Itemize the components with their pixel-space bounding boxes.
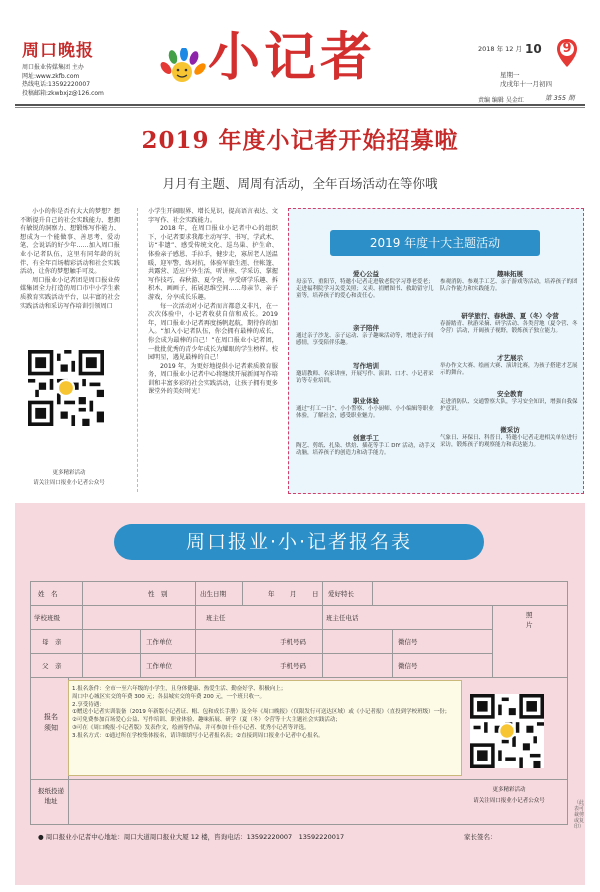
brand-line: 投稿邮箱:zkwbxjz@126.com bbox=[22, 89, 104, 97]
brand-line: 网址:www.zkfb.com bbox=[22, 72, 80, 80]
theme-text: 春游踏青、秋游采摘、研学活动、各类营地（夏令营、冬令营）活动，开阔孩子视野，锻炼孩子独立能力。 bbox=[440, 321, 578, 335]
sun-face-icon bbox=[158, 48, 206, 84]
form-rule bbox=[30, 779, 568, 780]
theme-item bbox=[440, 390, 580, 413]
label-teacher: 班主任 bbox=[206, 614, 226, 622]
theme-text: 母亲节、重阳节，特邀小记者走进敬老院学习尊老爱老；走进福利院学习关爱关照；义卖、捐赠图书、救助留守儿童等，培养孩子的爱心和责任心。 bbox=[296, 279, 434, 300]
brand-line: 周口报业传媒集团 主办 bbox=[22, 64, 84, 71]
theme-item bbox=[440, 354, 580, 377]
section-title: 小记者 bbox=[208, 27, 377, 88]
side-note: （此表可裁剪或复印） bbox=[574, 800, 585, 830]
parent-signature: 家长签名： bbox=[464, 833, 497, 841]
label-address: 报纸投递地址 bbox=[38, 787, 64, 805]
theme-title: 趣味拓展 bbox=[497, 270, 523, 278]
theme-text: 参观消防、参观手工艺、亲子游戏等活动，培养孩子的团队合作能力和实践能力。 bbox=[440, 279, 578, 293]
notes-text bbox=[72, 686, 460, 741]
article-paragraph: 2018 年，在周口报业小记者中心的组织下，小记者要求我都主动写字、书写，学武术、访“非遗”、感受传统文化、巡鸟巢、护生命、体验亲子感恩、手拉手，健步走，寡居老人送温暖，迎军警，练对抗，体验军旅生涯、住帐篷、共露营、适应户外生活，听讲座、学采访、掌握写作技巧，春秋游、夏令营，享受研学乐趣、拆积木、画画子，拓展思维空间……母亲节、亲子游戏，分享成长乐趣。 bbox=[148, 225, 278, 301]
label-notes: 报名须知 bbox=[44, 713, 58, 732]
form-rule bbox=[195, 581, 196, 605]
form-rule bbox=[140, 629, 141, 677]
date-line bbox=[478, 42, 542, 56]
note-line: 周口中心城区实交的年费 300 元；各县城实交的年费 200 元，一个班只收一。 bbox=[72, 693, 265, 700]
form-rule bbox=[30, 629, 492, 630]
qr-caption: 更多精彩活动 bbox=[52, 470, 86, 476]
form-rule bbox=[492, 605, 493, 677]
note-line: 2.享受待遇： bbox=[72, 701, 105, 708]
label-name: 姓 名 bbox=[38, 590, 58, 598]
note-line: ①赠送小记者实训装备（2019 年新版小记者证、帽、包和成长手册）及全年《周口晚报》（仅限发行可送达区域）或《小记者报》（直投到学校班级）一份； bbox=[72, 709, 451, 716]
brand-name: 周口晚报 bbox=[22, 41, 94, 61]
masthead-rule bbox=[15, 107, 585, 108]
article-column-1 bbox=[20, 208, 120, 311]
theme-text: 邀请教师、名家讲座，开展写作、演讲、口才、小记者采访等专业培训。 bbox=[296, 371, 434, 385]
label-photo: 照片 bbox=[526, 611, 533, 629]
theme-text: 通过“打工一日”、小小警察、小小厨师、小小编辑等职业体验，了解社会，感受职业魅力。 bbox=[296, 406, 434, 420]
note-line: ③可在《周口晚报·小记者版》发表作文，绘画等作品，并可参加十佳小记者、优秀小记者等评选。 bbox=[72, 724, 310, 731]
article-paragraph: 小学生开阔眼界、增长见识，提高语言表达、文字写作、社会实践能力。 bbox=[148, 208, 278, 224]
theme-text: 走进消防队、交通警察大队，学习安全知识，增强自我保护意识。 bbox=[440, 399, 578, 413]
theme-title: 亲子陪伴 bbox=[353, 324, 379, 332]
form-rule bbox=[30, 677, 568, 678]
theme-title: 研学旅行、春秋游、夏（冬）令营 bbox=[461, 312, 559, 320]
article-paragraph: 2019 年，为更好地提供小记者素质教育服务，周口报业小记者中心将继续开展新闻写作培训和丰富多彩的社会实践活动，让孩子拥有更多课堂外的美好时光！ bbox=[148, 362, 278, 396]
theme-item bbox=[440, 426, 580, 449]
theme-text: 陶艺、剪纸、扎染、烘焙、插花等手工 DIY 活动，动手又动脑，培养孩子的创造力和动手能力。 bbox=[296, 443, 436, 457]
article-column-2 bbox=[148, 208, 278, 397]
label-teacher-phone: 班主任电话 bbox=[326, 614, 359, 622]
theme-text: 气象日、环保日、科普日，特邀小记者走进相关单位进行采访，锻炼孩子的观察能力和表达能力。 bbox=[440, 435, 578, 449]
weekday: 星期一 bbox=[500, 71, 520, 79]
footer-org: ● 周口报业小记者中心地址：周口大道周口报业大厦 12 楼，咨询电话：13592220007 13592220017 bbox=[38, 833, 345, 841]
article-paragraph: 周口报业小记者团是周口报业传媒集团全力打造的周口市中小学生素质教育实践活动平台，以丰富的社会实践活动和采访写作培训引领周口 bbox=[20, 276, 120, 310]
theme-title: 职业体验 bbox=[353, 397, 379, 405]
label-work-father: 工作单位 bbox=[146, 662, 172, 670]
form-rule bbox=[372, 581, 373, 605]
label-father: 父 亲 bbox=[42, 662, 62, 670]
theme-title: 微采访 bbox=[500, 426, 520, 434]
label-birth: 出生日期 bbox=[200, 590, 226, 598]
form-rule bbox=[30, 653, 492, 654]
date-prefix: 2018 年 12 月 bbox=[478, 45, 523, 53]
headline: 2019 年度小记者开始招募啦 bbox=[141, 127, 459, 154]
masthead-rule bbox=[15, 104, 585, 106]
label-mother: 母 亲 bbox=[42, 638, 62, 646]
footer bbox=[38, 832, 578, 841]
column-divider bbox=[137, 208, 138, 492]
theme-text: 通过亲子沙龙、亲子运动、亲子趣味活动等，增进亲子间感情，享受陪伴乐趣。 bbox=[296, 333, 434, 347]
theme-text: 举办作文大赛、绘画大赛、演讲比赛，为孩子搭建才艺展示的舞台。 bbox=[440, 363, 578, 377]
note-line: 1.报名条件：全市一至六年级的小学生，且身体健康、热爱生活、勤奋好学、积极向上； bbox=[72, 686, 287, 692]
label-year: 年 bbox=[268, 590, 275, 598]
label-work-mother: 工作单位 bbox=[146, 638, 172, 646]
qr-code-icon bbox=[28, 350, 104, 426]
date-day: 10 bbox=[525, 42, 542, 56]
label-phone-mother: 手机号码 bbox=[280, 638, 306, 646]
theme-title: 创意手工 bbox=[353, 434, 379, 442]
theme-title: 安全教育 bbox=[497, 390, 523, 398]
label-gender: 性 别 bbox=[148, 590, 168, 598]
note-line: 3.报名方式：①通过所在学校集体报名，请详细填写小记者报名表；②直接到周口报业小记者中心报名。 bbox=[72, 732, 324, 739]
page-number: 9 bbox=[562, 41, 572, 56]
themes-header: 2019 年度十大主题活动 bbox=[330, 230, 540, 256]
theme-item bbox=[296, 434, 436, 457]
theme-title: 爱心公益 bbox=[353, 270, 379, 278]
label-wechat-father: 微信号 bbox=[398, 662, 418, 670]
form-rule bbox=[392, 629, 393, 677]
page-number-badge bbox=[556, 38, 578, 68]
form-rule bbox=[242, 581, 243, 605]
theme-item bbox=[296, 362, 436, 385]
form-title: 周口报业·小·记者报名表 bbox=[185, 531, 413, 553]
brand-info bbox=[22, 64, 152, 98]
theme-title: 才艺展示 bbox=[497, 354, 523, 362]
label-month: 月 bbox=[290, 590, 297, 598]
qr-code-icon bbox=[470, 694, 544, 768]
form-rule bbox=[82, 581, 83, 677]
theme-title: 写作培训 bbox=[353, 362, 379, 370]
theme-item bbox=[440, 270, 580, 293]
label-wechat-mother: 微信号 bbox=[398, 638, 418, 646]
qr-caption: 更多精彩活动 bbox=[492, 787, 526, 793]
theme-item bbox=[296, 397, 436, 420]
qr-caption: 请关注周口报业小记者公众号 bbox=[33, 480, 105, 486]
article-paragraph: 小小的你是否有大大的梦想？想不断提升自己的社会实践能力、想拥有敏锐的洞察力、想锻炼写作能力、想成为一个能做事、善思考、爱动笔、会说话的好少年……加入周口报业小记者队伍，这里有同年龄的玩伴、有全年百场精彩活动和社会实践活动，让你的梦想触手可及。 bbox=[20, 208, 120, 276]
theme-item bbox=[440, 312, 580, 335]
brand-line: 热线电话:13592220007 bbox=[22, 81, 91, 88]
note-line: ②可免费参加百场爱心公益、写作培训、职业体验、趣味拓展、研学（夏（冬）令营等十大主题社会实践活动； bbox=[72, 717, 341, 724]
label-hobby: 爱好特长 bbox=[328, 590, 354, 598]
label-day: 日 bbox=[312, 590, 319, 598]
lunar-date: 戊戌年十一月初四 bbox=[500, 80, 552, 88]
theme-item bbox=[296, 270, 436, 301]
label-school: 学校班级 bbox=[34, 614, 60, 622]
form-rule bbox=[30, 605, 568, 606]
issue-number: 第 355 期 bbox=[545, 94, 575, 102]
form-rule bbox=[195, 605, 196, 677]
article-paragraph: 每一次活动对小记者而言都意义非凡，在一次次体验中，小记者收获自信和成长。2019 年，周口报业小记者再度扬帆起航，期待你的加入。“加入小记者队伍，你会拥有最棒的成长，你会成为最棒的自己！”在周口报业小记者团，一批批优秀的青少年成长为耀眼的学生榜样。校园明星，遇见最棒的自己！ bbox=[148, 302, 278, 362]
subhead: 月月有主题、周周有活动，全年百场活动在等你哦 bbox=[162, 176, 438, 191]
form-rule bbox=[322, 581, 323, 677]
qr-caption: 请关注周口报业小记者公众号 bbox=[473, 798, 545, 804]
theme-item bbox=[296, 324, 436, 347]
label-phone-father: 手机号码 bbox=[280, 662, 306, 670]
editor-credit: 责编 编辑 吴金红 bbox=[478, 97, 524, 104]
